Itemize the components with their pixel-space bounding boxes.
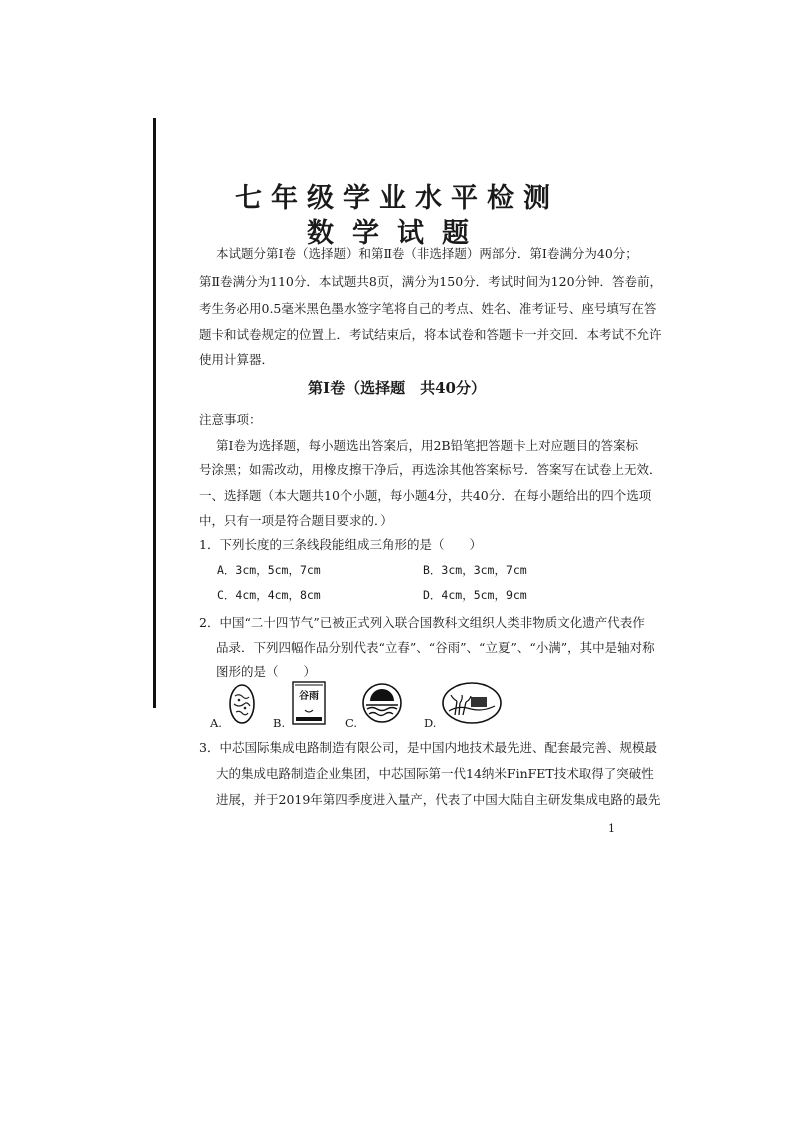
question-3-stem: 进展，并于2019年第四季度进入量产，代表了中国大陆自主研发集成电路的最先: [216, 792, 661, 807]
question-2-label-d: D.: [424, 716, 437, 730]
lixia-sun-picture: [361, 681, 403, 725]
question-2-label-b: B.: [273, 716, 286, 730]
question-3-stem: 大的集成电路制造企业集团，中芯国际第一代14纳米FinFET技术取得了突破性: [216, 766, 654, 781]
intro-line: 使用计算器．: [199, 352, 275, 367]
question-2-stem: 图形的是（ ）: [216, 664, 317, 679]
section-instruction: 中，只有一项是符合题目要求的．）: [199, 513, 393, 528]
intro-line: 考生务必用0.5毫米黑色墨水签字笔将自己的考点、姓名、准考证号、座号填写在答: [199, 301, 657, 316]
question-1-option-d: D．4cm，5cm，9cm: [423, 588, 527, 602]
lichun-oval-picture: [228, 682, 256, 726]
question-1-option-b: B．3cm，3cm，7cm: [423, 563, 527, 577]
page-number: 1: [608, 822, 615, 835]
intro-line: 题卡和试卷规定的位置上．考试结束后，将本试卷和答题卡一并交回．本考试不允许: [199, 327, 662, 342]
question-1-option-c: C．4cm，4cm，8cm: [217, 588, 321, 602]
question-1-stem: 1．下列长度的三条线段能组成三角形的是（ ）: [199, 537, 482, 552]
xiaoman-landscape-picture: [441, 681, 503, 725]
question-2-stem: 2．中国“二十四节气”已被正式列入联合国教科文组织人类非物质文化遗产代表作: [199, 615, 645, 630]
notice-line: 号涂黑；如需改动，用橡皮擦干净后，再选涂其他答案标号．答案写在试卷上无效．: [199, 462, 662, 477]
question-2-label-c: C.: [345, 716, 358, 730]
section-instruction: 一、选择题（本大题共10个小题，每小题4分，共40分．在每小题给出的四个选项: [199, 488, 652, 503]
intro-line: 第Ⅱ卷满分为110分．本试题共8页，满分为150分．考试时间为120分钟．答卷前，: [199, 274, 663, 289]
intro-line: 本试题分第Ⅰ卷（选择题）和第Ⅱ卷（非选择题）两部分．第Ⅰ卷满分为40分；: [216, 246, 638, 261]
guyu-calligraphy-picture: [291, 680, 327, 726]
question-1-option-a: A．3cm，5cm，7cm: [217, 563, 321, 577]
question-2-label-a: A.: [210, 716, 222, 730]
guyu-text: 谷雨: [299, 691, 319, 702]
question-2-stem: 品录．下列四幅作品分别代表“立春”、“谷雨”、“立夏”、“小满”，其中是轴对称: [216, 640, 655, 655]
notice-line: 第Ⅰ卷为选择题，每小题选出答案后，用2B铅笔把答题卡上对应题目的答案标: [216, 438, 639, 453]
question-3-stem: 3．中芯国际集成电路制造有限公司，是中国内地技术最先进、配套最完善、规模最: [199, 740, 657, 755]
part1-title: 第Ⅰ卷（选择题 共40分）: [308, 379, 486, 397]
exam-title: 七年级学业水平检测: [235, 183, 559, 214]
notice-label: 注意事项：: [199, 412, 262, 427]
exam-subtitle: 数学试题: [307, 218, 487, 249]
